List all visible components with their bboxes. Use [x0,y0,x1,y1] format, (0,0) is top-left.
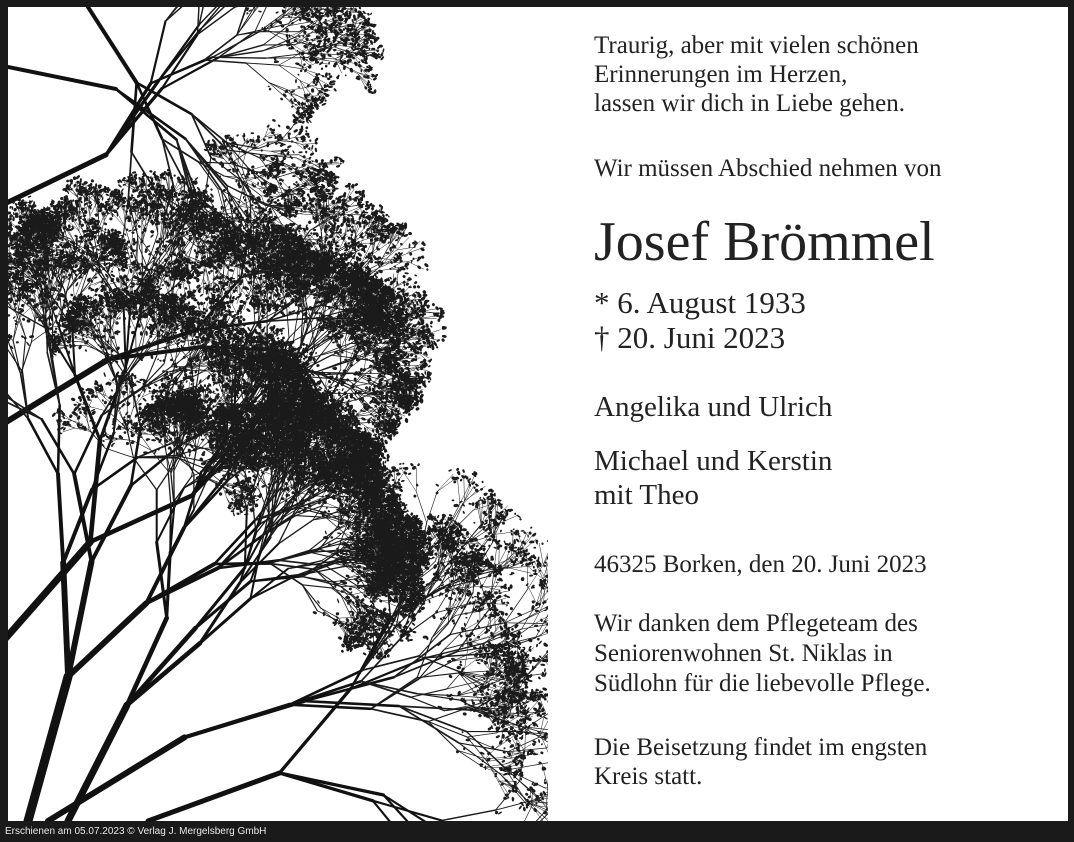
thanks-line-2: Seniorenwohnen St. Niklas in [594,639,893,668]
obituary-card [8,7,1068,821]
family-group-2-line-2: mit Theo [594,478,699,512]
family-group-1: Angelika und Ulrich [594,390,832,424]
poem-line-2: Erinnerungen im Herzen, [594,60,847,89]
thanks-line-3: Südlohn für die liebevolle Pflege. [594,669,931,698]
place-and-date: 46325 Borken, den 20. Juni 2023 [594,550,927,579]
death-date: † 20. Juni 2023 [594,320,785,356]
funeral-line-1: Die Beisetzung findet im engsten [594,733,927,762]
tree-silhouette-image [8,7,548,821]
deceased-name: Josef Brömmel [594,212,935,272]
funeral-line-2: Kreis statt. [594,762,702,791]
intro-text: Wir müssen Abschied nehmen von [594,154,942,183]
birth-date: * 6. August 1933 [594,285,806,321]
thanks-line-1: Wir danken dem Pflegeteam des [594,609,918,638]
poem-line-3: lassen wir dich in Liebe gehen. [594,89,905,118]
poem-line-1: Traurig, aber mit vielen schönen [594,31,919,60]
publication-footer: Erschienen am 05.07.2023 © Verlag J. Mergelsberg GmbH [5,826,266,838]
family-group-2-line-1: Michael und Kerstin [594,444,832,478]
